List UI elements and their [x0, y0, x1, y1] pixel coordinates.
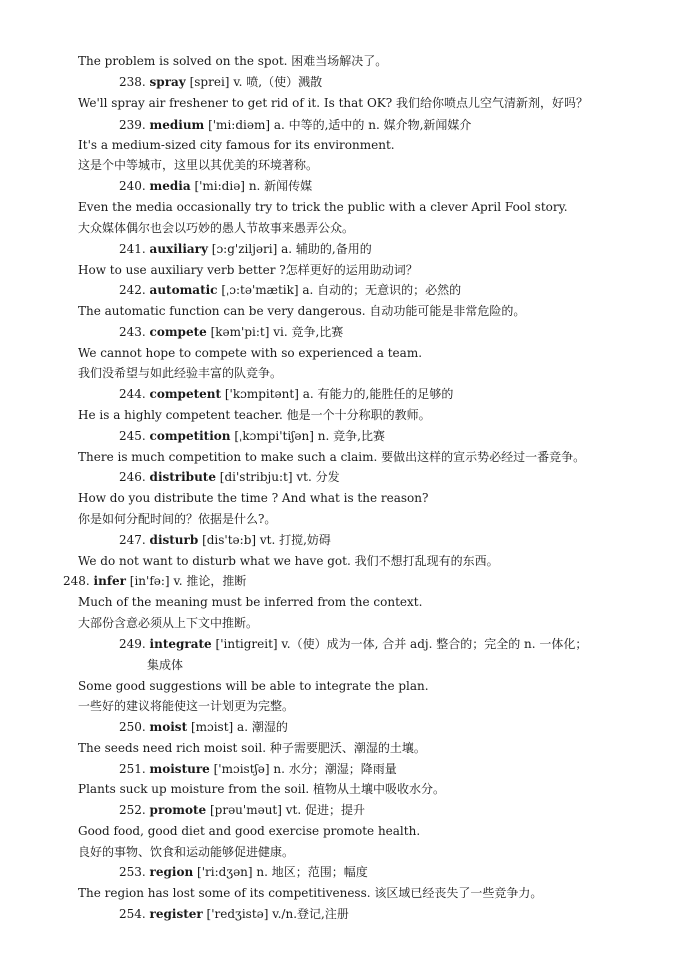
text-line: We cannot hope to compete with so experienced a team.	[78, 346, 423, 360]
entry-number: 242.	[119, 283, 146, 297]
entry-phonetic: ['ri:dʒən]	[197, 865, 253, 879]
entry-phonetic: [kəm'pi:t]	[210, 325, 270, 339]
text-line: He is a highly competent teacher. 他是一个十分称职的教师。	[78, 408, 431, 422]
entry-headword: media	[149, 179, 191, 193]
entry-number: 249.	[119, 637, 146, 651]
entry-definition: n. 新闻传媒	[248, 179, 313, 193]
text-line: We do not want to disturb what we have got. 我们不想打乱现有的东西。	[78, 554, 499, 568]
text-line: 我们没希望与如此经验丰富的队竞争。	[78, 366, 283, 380]
entry-number: 243.	[119, 325, 146, 339]
entry-headword: promote	[149, 803, 207, 817]
entry-number: 252.	[119, 803, 146, 817]
text-line: 一些好的建议将能使这一计划更为完整。	[78, 699, 295, 713]
text-line: 良好的事物、饮食和运动能够促进健康。	[78, 845, 295, 859]
vocab-entry-245	[119, 428, 385, 444]
entry-number: 254.	[119, 907, 146, 921]
text-line: 集成体	[147, 658, 184, 672]
entry-headword: competent	[149, 387, 222, 401]
entry-definition: vt. 打搅,妨碍	[259, 533, 331, 547]
entry-headword: automatic	[149, 283, 218, 297]
text-line: How do you distribute the time ? And what is the reason?	[78, 491, 429, 505]
entry-definition: a. 潮湿的	[237, 720, 288, 734]
text-line: 大众媒体偶尔也会以巧妙的愚人节故事来愚弄公众。	[78, 221, 355, 235]
vocab-entry-243	[119, 324, 343, 340]
text-line: The region has lost some of its competitiveness. 该区域已经丧失了一些竞争力。	[78, 886, 543, 900]
text-line: Plants suck up moisture from the soil. 植物从土壤中吸收水分。	[78, 782, 446, 796]
vocab-entry-254	[119, 906, 349, 922]
vocab-entry-249	[119, 636, 587, 652]
entry-phonetic: [ɔ:g'ziljəri]	[211, 242, 278, 256]
entry-definition: n. 竞争,比赛	[317, 429, 385, 443]
entry-headword: moisture	[149, 762, 210, 776]
entry-definition: a. 中等的,适中的 n. 媒介物,新闻媒介	[273, 118, 472, 132]
text-line: We'll spray air freshener to get rid of it. Is that OK? 我们给你喷点儿空气清新剂，好吗？	[78, 96, 588, 110]
entry-headword: auxiliary	[149, 242, 208, 256]
entry-definition: v.（使）成为一体, 合并 adj. 整合的；完全的 n. 一体化；	[281, 637, 588, 651]
entry-phonetic: [in'fə:]	[129, 574, 170, 588]
entry-headword: integrate	[149, 637, 212, 651]
entry-headword: moist	[149, 720, 188, 734]
vocab-entry-240	[119, 178, 312, 194]
entry-headword: spray	[149, 75, 186, 89]
entry-number: 246.	[119, 470, 146, 484]
entry-number: 251.	[119, 762, 146, 776]
text-line: Some good suggestions will be able to integrate the plan.	[78, 679, 429, 693]
entry-number: 253.	[119, 865, 146, 879]
text-line: Even the media occasionally try to trick the public with a clever April Fool story.	[78, 200, 568, 214]
entry-headword: region	[149, 865, 194, 879]
vocab-entry-246	[119, 469, 340, 485]
entry-headword: compete	[149, 325, 207, 339]
vocab-entry-241	[119, 241, 372, 257]
entry-definition: v./n.登记,注册	[272, 907, 349, 921]
entry-phonetic: [dis'tə:b]	[202, 533, 257, 547]
vocab-entry-251	[119, 761, 397, 777]
text-line: How to use auxiliary verb better ?怎样更好的运用助动词？	[78, 263, 418, 277]
entry-definition: vt. 分发	[296, 470, 340, 484]
entry-phonetic: [mɔist]	[190, 720, 234, 734]
entry-definition: v. 推论，推断	[173, 574, 247, 588]
entry-number: 244.	[119, 387, 146, 401]
text-line: 你是如何分配时间的？依据是什么?。	[78, 512, 277, 526]
entry-number: 245.	[119, 429, 146, 443]
vocab-entry-244	[119, 386, 453, 402]
vocab-entry-248	[63, 573, 246, 589]
entry-number: 239.	[119, 118, 146, 132]
entry-phonetic: [ˌɔ:tə'mætik]	[221, 283, 299, 297]
entry-phonetic: [di'stribju:t]	[219, 470, 293, 484]
entry-definition: n. 地区；范围；幅度	[256, 865, 368, 879]
entry-number: 250.	[119, 720, 146, 734]
entry-number: 248.	[63, 574, 90, 588]
text-line: 这是个中等城市，这里以其优美的环境著称。	[78, 158, 319, 172]
entry-definition: vi. 竞争,比赛	[273, 325, 344, 339]
entry-definition: a. 辅助的,备用的	[281, 242, 372, 256]
vocab-entry-238	[119, 74, 322, 90]
entry-headword: register	[149, 907, 203, 921]
entry-number: 238.	[119, 75, 146, 89]
entry-phonetic: ['intigreit]	[215, 637, 278, 651]
vocab-entry-250	[119, 719, 288, 735]
entry-phonetic: ['mi:diəm]	[208, 118, 270, 132]
text-line: It's a medium-sized city famous for its environment.	[78, 138, 395, 152]
text-line: 大部份含意必须从上下文中推断。	[78, 616, 259, 630]
entry-phonetic: ['mɔistʃə]	[213, 762, 270, 776]
text-line: Good food, good diet and good exercise promote health.	[78, 824, 421, 838]
entry-number: 247.	[119, 533, 146, 547]
entry-definition: vt. 促进；提升	[285, 803, 365, 817]
vocab-entry-253	[119, 864, 368, 880]
entry-headword: medium	[149, 118, 205, 132]
entry-definition: a. 自动的；无意识的；必然的	[302, 283, 462, 297]
entry-phonetic: ['kɔmpitənt]	[224, 387, 299, 401]
entry-headword: infer	[93, 574, 126, 588]
entry-number: 240.	[119, 179, 146, 193]
entry-phonetic: [prəu'məut]	[209, 803, 282, 817]
vocab-entry-239	[119, 117, 471, 133]
entry-phonetic: ['redʒistə]	[206, 907, 269, 921]
entry-phonetic: [ˌkɔmpi'tiʃən]	[234, 429, 314, 443]
text-line: The seeds need rich moist soil. 种子需要肥沃、潮湿的土壤。	[78, 741, 426, 755]
entry-headword: disturb	[149, 533, 199, 547]
vocab-entry-242	[119, 282, 461, 298]
entry-phonetic: ['mi:diə]	[194, 179, 245, 193]
entry-definition: n. 水分；潮湿；降雨量	[273, 762, 397, 776]
entry-number: 241.	[119, 242, 146, 256]
text-line: The automatic function can be very dangerous. 自动功能可能是非常危险的。	[78, 304, 526, 318]
entry-phonetic: [sprei]	[189, 75, 230, 89]
text-line: Much of the meaning must be inferred from the context.	[78, 595, 423, 609]
text-line: There is much competition to make such a claim. 要做出这样的宣示势必经过一番竞争。	[78, 450, 586, 464]
entry-definition: a. 有能力的,能胜任的足够的	[302, 387, 454, 401]
vocab-entry-247	[119, 532, 331, 548]
entry-definition: v. 喷,（使）溅散	[233, 75, 323, 89]
text-line: The problem is solved on the spot. 困难当场解决了。	[78, 54, 388, 68]
vocab-entry-252	[119, 802, 365, 818]
entry-headword: distribute	[149, 470, 216, 484]
entry-headword: competition	[149, 429, 231, 443]
